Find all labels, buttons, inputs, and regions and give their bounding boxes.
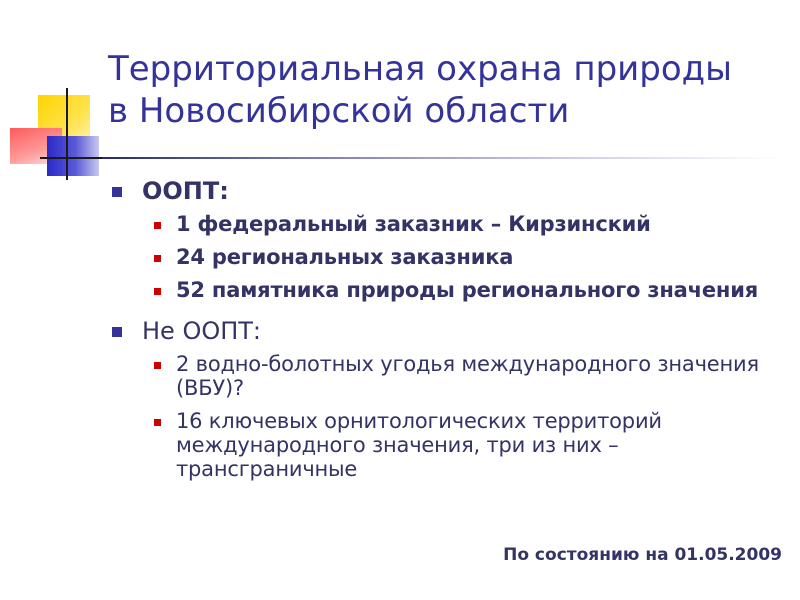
list-item <box>108 352 768 400</box>
slide-content <box>108 176 768 490</box>
square-bullet-icon <box>154 362 161 369</box>
status-date-note: По состоянию на 01.05.2009 <box>503 545 782 565</box>
list-item-text: 2 водно-болотных угодья международного значения (ВБУ)? <box>176 352 759 400</box>
section-label: Не ООПТ: <box>142 317 262 345</box>
list-item <box>108 245 768 269</box>
section-heading <box>108 176 768 206</box>
list-item <box>108 212 768 236</box>
decor-vertical-line <box>66 88 68 180</box>
list-item <box>108 278 768 302</box>
square-bullet-icon <box>154 288 161 295</box>
title-underline <box>102 157 782 159</box>
square-bullet-icon <box>112 327 122 337</box>
list-item-text: 52 памятника природы регионального значения <box>176 278 758 302</box>
list-item-text: 16 ключевых орнитологических территорий международного значения, три из них – трансграничные <box>176 409 662 481</box>
section-oopt <box>108 176 768 302</box>
slide-title <box>108 48 778 132</box>
square-bullet-icon <box>112 187 122 197</box>
title-line-2: в Новосибирской области <box>108 91 570 131</box>
list-item-text: 24 региональных заказника <box>176 245 514 269</box>
square-bullet-icon <box>154 419 161 426</box>
decor-blue-square <box>47 136 99 176</box>
square-bullet-icon <box>154 255 161 262</box>
decor-horizontal-line <box>40 157 102 159</box>
section-label: ООПТ: <box>142 177 229 205</box>
section-heading <box>108 316 768 346</box>
list-item-text: 1 федеральный заказник – Кирзинский <box>176 212 651 236</box>
list-item <box>108 409 768 481</box>
title-line-1: Территориальная охрана природы <box>108 49 733 89</box>
square-bullet-icon <box>154 222 161 229</box>
section-not-oopt <box>108 316 768 481</box>
